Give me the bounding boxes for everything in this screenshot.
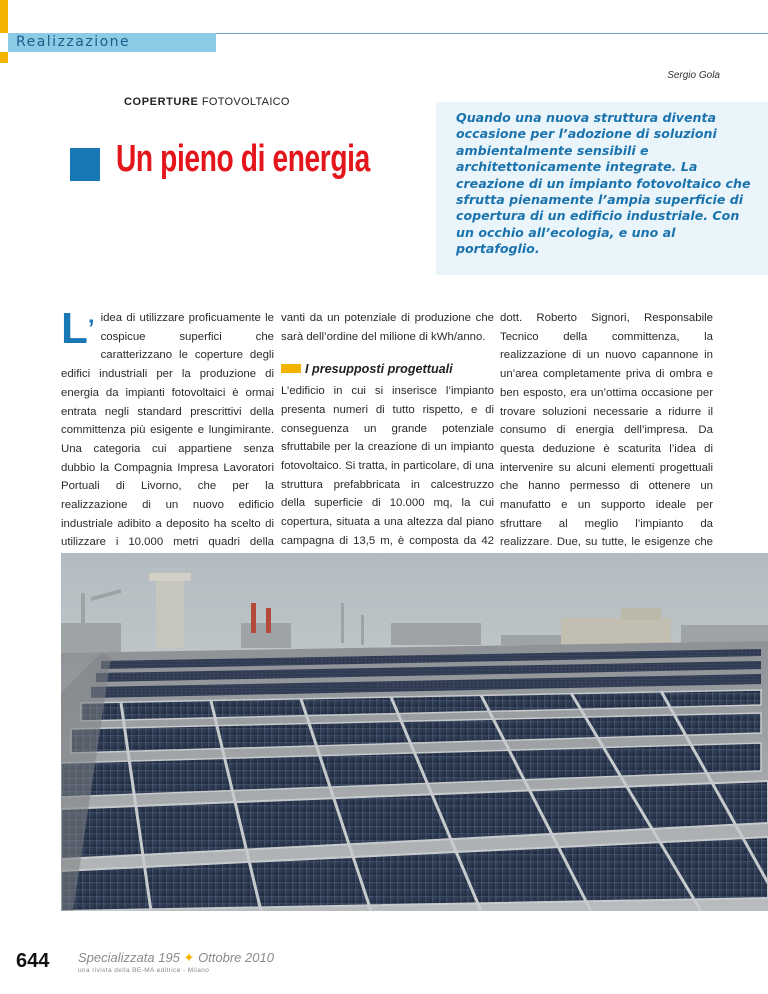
- title-marker-square: [70, 148, 100, 181]
- kicker-category: COPERTURE: [124, 96, 199, 108]
- journal-name: Specializzata 195: [78, 950, 180, 965]
- column-2-body: L’edificio in cui si inserisce l’impianto presenta numeri di tutto rispetto, e di conseguenza un grande potenziale sfruttabile per la creazione di un impianto fotovoltaico. Si tratta, in particolare, di una struttura prefabbricata in calcestruzzo della superficie di 10.000 mq, la cui copertura, situata a una altezza dal piano campagna di 13,5 m, è composta da 42: [281, 385, 494, 547]
- header-accent-bar-lower: [0, 52, 8, 63]
- standfirst-text: Quando una nuova struttura diventa occasione per l’adozione di soluzioni ambientalmente sensibili e architettonicamente integrate. La creazione di un impianto fotovoltaico che sfrutta pienamente l’ampia superficie di copertura di un edificio industriale. Con un occhio all’ecologia, e uno al portafoglio.: [456, 110, 751, 257]
- drop-cap: L’: [61, 304, 95, 353]
- header-rule: [216, 33, 768, 34]
- subheading-text: I presupposti progettuali: [305, 362, 453, 377]
- section-label: Realizzazione: [16, 34, 131, 50]
- header-accent-bar: [0, 0, 8, 33]
- body-column-2: [281, 309, 494, 588]
- article-kicker: [124, 96, 290, 108]
- journal-date: Ottobre 2010: [198, 950, 274, 965]
- column-1-text: idea di utilizzare proficuamente le cospicue superfici che caratterizzano le coperture degli edifici industriali per la produzione di energia da impianti fotovoltaici è ormai entrata negli standard prescrittivi della committenza più esigente e lungimirante. Una categoria cui appartiene senza dubbio la Compagnia Impresa Lavoratori Portuali di Livorno, che per la realizzazione di un nuovo edificio industriale adibito a deposito ha scelto di utilizzare i 10.000 metri quadri della: [61, 312, 274, 549]
- page-number: 644: [16, 950, 50, 972]
- article-title: Un pieno di energia: [116, 138, 370, 180]
- author-byline: Sergio Gola: [667, 70, 720, 81]
- subheading: [281, 360, 494, 379]
- column-3-text: dott. Roberto Signori, Responsabile Tecnico della committenza, la realizzazione di un nuovo capannone in un’area completamente priva di ombra e ben esposto, era un’ottima occasione per trovare soluzioni necessarie a ridurre il consumo di energia dell’impresa. Da questa deduzione è scaturita l’idea di intervenire su alcuni elementi progettuali che hanno permesso di ottenere un manufatto e un supporto ideale per sfruttare al meglio l’impianto da realizzare. Due, su tutte, le esigenze che: [500, 312, 713, 549]
- article-photo: [61, 553, 768, 911]
- journal-issue: [78, 950, 274, 966]
- solar-roof-photo: [61, 553, 768, 911]
- column-2-intro: vanti da un potenziale di produzione che sarà dell’ordine del milione di kWh/anno.: [281, 312, 494, 343]
- publisher-line: una rivista della BE-MA editrice - Milano: [78, 967, 210, 974]
- kicker-subcategory: FOTOVOLTAICO: [201, 96, 290, 108]
- journal-separator-icon: ✦: [183, 950, 195, 965]
- subheading-marker: [281, 364, 301, 373]
